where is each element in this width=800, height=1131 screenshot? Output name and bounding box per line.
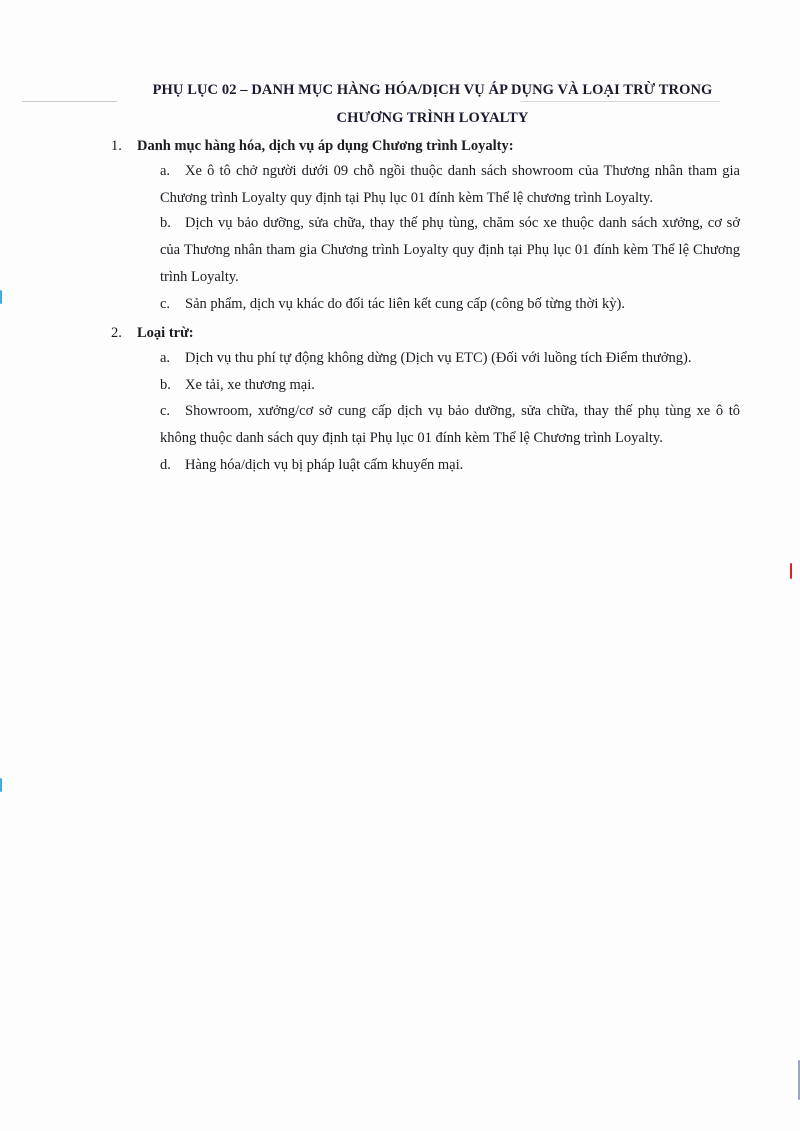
list-item-text: Sản phẩm, dịch vụ khác do đối tác liên kết cung cấp (công bố từng thời kỳ). [185,296,625,312]
list-item-marker: c. [160,296,171,312]
list-item-text: Dịch vụ thu phí tự động không dừng (Dịch vụ ETC) (Đối với luồng tích Điểm thưởng). [185,350,692,366]
scan-edge-mark [790,563,792,579]
list-item-text: Showroom, xưởng/cơ sở cung cấp dịch vụ bảo dưỡng, sửa chữa, thay thế phụ tùng xe ô tô không thuộc danh sách quy định tại Phụ lục 01 đính kèm Thể lệ Chương trình Loyalty. [160,403,740,446]
list-item [160,291,740,318]
section-number: 2. [111,325,122,341]
list-item [160,345,740,372]
scan-edge-mark [0,778,2,792]
list-item-marker: a. [160,350,171,366]
list-item-text: Dịch vụ bảo dưỡng, sửa chữa, thay thế phụ tùng, chăm sóc xe thuộc danh sách xưởng, cơ sở của Thương nhân tham gia Chương trình Loyalty quy định tại Phụ lục 01 đính kèm Thể lệ Chương trình Loyalty. [160,215,740,285]
list-item [160,158,740,212]
list-item-text: Xe tải, xe thương mại. [185,377,315,393]
list-item [160,452,740,479]
document-title-line-2: CHƯƠNG TRÌNH LOYALTY [336,110,529,126]
scan-artifact-line [520,101,720,102]
list-item-text: Xe ô tô chở người dưới 09 chỗ ngồi thuộc danh sách showroom của Thương nhân tham gia Chương trình Loyalty quy định tại Phụ lục 01 đính kèm Thể lệ chương trình Loyalty. [160,163,740,206]
list-item-marker: c. [160,403,171,419]
section-1-heading [111,138,514,155]
list-item-marker: b. [160,377,171,393]
section-heading-text: Loại trừ: [137,325,194,341]
scan-artifact-line [22,101,117,102]
list-item-marker: d. [160,457,171,473]
section-heading-text: Danh mục hàng hóa, dịch vụ áp dụng Chương trình Loyalty: [137,138,514,154]
list-item-text: Hàng hóa/dịch vụ bị pháp luật cấm khuyến mại. [185,457,464,473]
list-item-marker: a. [160,163,171,179]
list-item [160,372,740,399]
list-item [160,210,740,291]
section-2-heading [111,325,194,342]
section-number: 1. [111,138,122,154]
list-item [160,398,740,452]
document-title-line-1: PHỤ LỤC 02 – DANH MỤC HÀNG HÓA/DỊCH VỤ ÁP DỤNG VÀ LOẠI TRỪ TRONG [152,82,713,98]
scan-edge-mark [0,290,2,304]
list-item-marker: b. [160,215,171,231]
